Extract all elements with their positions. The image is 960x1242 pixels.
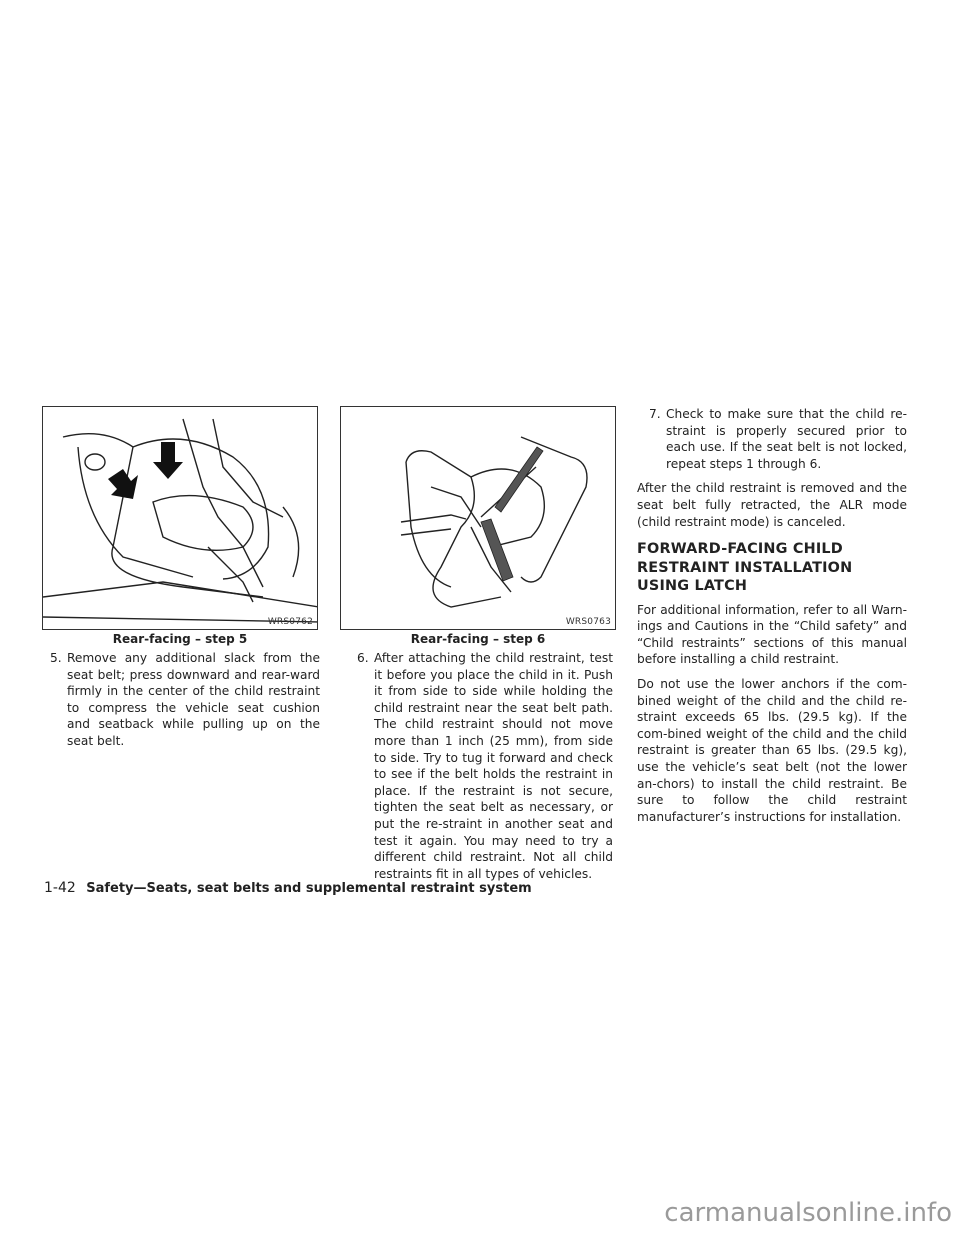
step-text: Remove any additional slack from the seat belt; press downward and rear-ward firmly in the center of the child restraint to compress the vehicle seat cushion and seatback while pulling up on the seat belt. (67, 651, 320, 748)
figure-rear-facing-step6 (340, 406, 616, 630)
page-number: 1-42 (44, 880, 76, 896)
step-text: Check to make sure that the child re-straint is properly secured prior to each use. If the seat belt is not locked, repeat steps 1 through 6. (666, 407, 907, 471)
figure-caption: Rear-facing – step 5 (112, 632, 248, 646)
step-number: 5. (50, 651, 62, 665)
illustration-step6 (341, 407, 616, 630)
figure-code: WRS0762 (267, 617, 313, 627)
watermark: carmanualsonline.info (664, 1198, 952, 1228)
step-number: 6. (357, 651, 369, 665)
column-middle (357, 650, 613, 882)
step-6 (357, 650, 613, 882)
step-text: After attaching the child restraint, test it before you place the child in it. Push it from side to side while holding the child restraint near the seat belt path. The child restraint should not move more than 1 inch (25 mm), from side to side. Try to tug it forward and check to see if the belt holds the restraint in place. If the restraint is not secure, tighten the seat belt as necessary, or put the re-straint in another seat and test it again. You may need to try a different child restraint. Not all child restraints fit in all types of vehicles. (374, 651, 613, 881)
column-right (637, 406, 907, 833)
step-number: 7. (649, 407, 661, 421)
page-footer (44, 880, 532, 896)
step-5 (50, 650, 320, 750)
paragraph: For additional information, refer to all Warn-ings and Cautions in the “Child safety” and “Child restraints” sections of this manual before installing a child restraint. (637, 602, 907, 667)
figure-rear-facing-step5 (42, 406, 318, 630)
column-left (50, 650, 320, 750)
section-title: Safety—Seats, seat belts and supplemental restraint system (86, 881, 532, 896)
section-heading: FORWARD-FACING CHILD RESTRAINT INSTALLATION USING LATCH (637, 541, 853, 595)
paragraph: Do not use the lower anchors if the com-bined weight of the child and the child re-straint exceeds 65 lbs. (29.5 kg). If the com-bined weight of the child and the child restraint is greater than 65 lbs. (29.5 kg), use the vehicle’s seat belt (not the lower an-chors) to install the child restraint. Be sure to follow the child restraint manufacturer’s instructions for installation. (637, 677, 907, 824)
figure-caption: Rear-facing – step 6 (410, 632, 546, 646)
figure-code: WRS0763 (565, 617, 611, 627)
illustration-step5 (43, 407, 318, 630)
step-7 (649, 406, 907, 472)
alr-note: After the child restraint is removed and the seat belt fully retracted, the ALR mode (child restraint mode) is canceled. (637, 481, 907, 529)
